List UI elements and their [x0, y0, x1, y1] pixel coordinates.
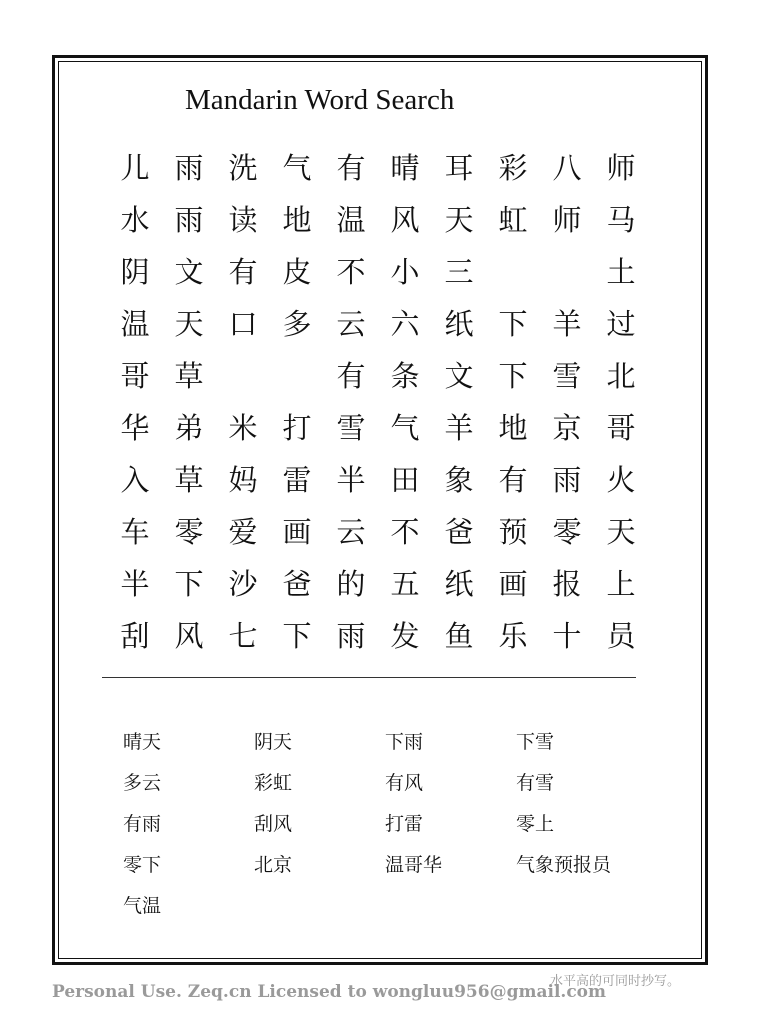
grid-cell: 打: [282, 410, 312, 445]
grid-cell: 风: [174, 618, 204, 653]
grid-cell: 草: [174, 462, 204, 497]
grid-cell: 发: [390, 618, 420, 653]
grid-cell: 羊: [552, 306, 582, 341]
grid-cell: 半: [336, 462, 366, 497]
grid-cell: 云: [336, 514, 366, 549]
grid-cell: 画: [498, 566, 528, 601]
side-note: 水平高的可同时抄写。: [550, 974, 681, 989]
grid-cell: 洗: [228, 150, 258, 185]
word-list-item: 彩虹: [254, 772, 293, 794]
grid-cell: 雨: [336, 618, 366, 653]
grid-cell: 风: [390, 202, 420, 237]
grid-cell: 多: [282, 306, 312, 341]
word-list-item: 打雷: [385, 813, 424, 835]
grid-cell: 耳: [444, 150, 474, 185]
grid-cell: 雷: [282, 462, 312, 497]
grid-cell: 条: [390, 358, 420, 393]
grid-cell: 京: [552, 410, 582, 445]
grid-cell: 师: [606, 150, 636, 185]
word-list-item: 有雪: [516, 772, 555, 794]
grid-cell: 气: [390, 410, 420, 445]
grid-cell: 象: [444, 462, 474, 497]
grid-cell: 田: [390, 462, 420, 497]
word-list-item: 下雨: [385, 731, 424, 753]
grid-cell: 小: [390, 254, 420, 289]
word-list-item: 晴天: [123, 731, 162, 753]
grid-cell: 雪: [336, 410, 366, 445]
grid-cell: [486, 244, 540, 296]
grid-cell: 画: [282, 514, 312, 549]
word-list-item: 北京: [254, 854, 293, 876]
grid-cell: 彩: [498, 150, 528, 185]
grid-cell: 土: [606, 254, 636, 289]
grid-cell: 文: [444, 358, 474, 393]
grid-cell: 地: [282, 202, 312, 237]
grid-cell: 虹: [498, 202, 528, 237]
grid-cell: 水: [120, 202, 150, 237]
grid-cell: 八: [552, 150, 582, 185]
grid-cell: 雪: [552, 358, 582, 393]
grid-cell: 有: [336, 358, 366, 393]
grid-cell: 儿: [120, 150, 150, 185]
word-list-item: 零下: [123, 854, 162, 876]
grid-cell: 不: [390, 514, 420, 549]
word-list: [123, 722, 663, 927]
grid-cell: 哥: [120, 358, 150, 393]
word-list-item: 有雨: [123, 813, 162, 835]
grid-cell: 纸: [444, 306, 474, 341]
grid-cell: 六: [390, 306, 420, 341]
word-list-item: 气象预报员: [516, 854, 612, 876]
grid-cell: 米: [228, 410, 258, 445]
word-list-item: 阴天: [254, 731, 293, 753]
grid-cell: 下: [498, 306, 528, 341]
grid-cell: 鱼: [444, 618, 474, 653]
grid-cell: 口: [228, 306, 258, 341]
grid-cell: 车: [120, 514, 150, 549]
word-list-item: 气温: [123, 895, 162, 917]
grid-cell: 师: [552, 202, 582, 237]
grid-cell: 沙: [228, 566, 258, 601]
grid-cell: 爸: [282, 566, 312, 601]
grid-cell: 气: [282, 150, 312, 185]
grid-cell: 弟: [174, 410, 204, 445]
grid-cell: 文: [174, 254, 204, 289]
grid-cell: 云: [336, 306, 366, 341]
grid-cell: 阴: [120, 254, 150, 289]
grid-cell: 有: [498, 462, 528, 497]
grid-cell: 十: [552, 618, 582, 653]
grid-cell: 过: [606, 306, 636, 341]
grid-cell: 草: [174, 358, 204, 393]
license-watermark: Personal Use. Zeq.cn Licensed to wongluu956@gmail.com: [52, 982, 606, 1002]
grid-cell: 乐: [498, 618, 528, 653]
divider: [102, 677, 636, 678]
grid-cell: 不: [336, 254, 366, 289]
grid-cell: 上: [606, 566, 636, 601]
grid-cell: 妈: [228, 462, 258, 497]
grid-cell: 有: [228, 254, 258, 289]
grid-cell: 天: [606, 514, 636, 549]
grid-cell: 下: [282, 618, 312, 653]
grid-cell: 北: [606, 358, 636, 393]
grid-cell: 半: [120, 566, 150, 601]
grid-cell: [540, 244, 594, 296]
grid-cell: 五: [390, 566, 420, 601]
grid-cell: 七: [228, 618, 258, 653]
grid-cell: 预: [498, 514, 528, 549]
word-list-item: 有风: [385, 772, 424, 794]
grid-cell: 零: [174, 514, 204, 549]
grid-cell: 地: [498, 410, 528, 445]
grid-cell: 晴: [390, 150, 420, 185]
word-list-item: 零上: [516, 813, 555, 835]
grid-cell: 有: [336, 150, 366, 185]
word-list-item: 下雪: [516, 731, 555, 753]
grid-cell: 刮: [120, 618, 150, 653]
word-list-item: 温哥华: [385, 854, 443, 876]
grid-cell: 羊: [444, 410, 474, 445]
grid-cell: 温: [336, 202, 366, 237]
grid-cell: 马: [606, 202, 636, 237]
grid-cell: [270, 348, 324, 400]
grid-cell: 员: [606, 618, 636, 653]
grid-cell: 雨: [174, 202, 204, 237]
grid-cell: 天: [174, 306, 204, 341]
grid-cell: 下: [498, 358, 528, 393]
grid-cell: 爱: [228, 514, 258, 549]
grid-cell: 下: [174, 566, 204, 601]
grid-cell: 天: [444, 202, 474, 237]
grid-cell: 的: [336, 566, 366, 601]
grid-cell: 哥: [606, 410, 636, 445]
grid-cell: 报: [552, 566, 582, 601]
grid-cell: 华: [120, 410, 150, 445]
grid-cell: 纸: [444, 566, 474, 601]
grid-cell: 读: [228, 202, 258, 237]
word-list-item: 刮风: [254, 813, 293, 835]
grid-cell: 雨: [552, 462, 582, 497]
grid-cell: 爸: [444, 514, 474, 549]
word-list-item: 多云: [123, 772, 162, 794]
grid-cell: 皮: [282, 254, 312, 289]
grid-cell: 雨: [174, 150, 204, 185]
grid-cell: 火: [606, 462, 636, 497]
grid-cell: 零: [552, 514, 582, 549]
grid-cell: 三: [444, 254, 474, 289]
grid-cell: [216, 348, 270, 400]
word-search-grid: [108, 140, 648, 660]
page-title: Mandarin Word Search: [185, 84, 455, 116]
grid-cell: 入: [120, 462, 150, 497]
grid-cell: 温: [120, 306, 150, 341]
